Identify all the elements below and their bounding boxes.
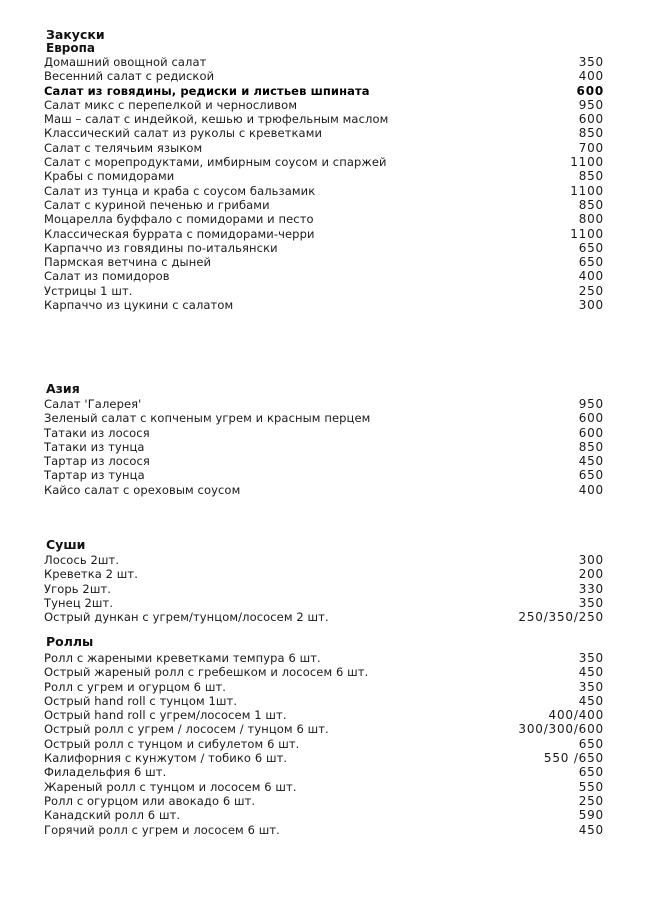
menu-item [44, 241, 604, 255]
menu-item [44, 98, 604, 112]
menu-item-price: 450 [578, 665, 604, 680]
menu-item [44, 765, 604, 779]
menu-item [44, 284, 604, 298]
menu-item-name: Ролл с угрем и огурцом 6 шт. [44, 679, 227, 694]
menu-item-price: 350 [578, 679, 604, 694]
menu-item-price: 350 [578, 651, 604, 665]
menu-item-price: 250 [578, 793, 604, 808]
menu-item-name: Моцарелла буффало с помидорами и песто [44, 212, 314, 227]
menu-item-name: Тартар из лосося [44, 454, 150, 469]
menu-item-price: 400 [578, 69, 604, 84]
menu-item-name: Горячий ролл с угрем и лососем 6 шт. [44, 822, 280, 837]
menu-item-price: 450 [578, 454, 604, 469]
menu-item [44, 680, 604, 694]
menu-item-name: Весенний салат с редиской [44, 69, 215, 84]
menu-item-price: 700 [578, 140, 604, 155]
menu-item-name: Канадский ролл 6 шт. [44, 808, 181, 823]
menu-item-price: 450 [578, 822, 604, 837]
menu-item [44, 198, 604, 212]
menu-item-price: 300 [578, 298, 604, 313]
menu-item-price: 300 [578, 553, 604, 567]
menu-item-price: 850 [578, 126, 604, 141]
menu-item-name: Салат микс с перепелкой и черносливом [44, 97, 298, 112]
menu-item-name: Острый hand roll с угрем/лососем 1 шт. [44, 708, 287, 723]
menu-item-name: Ролл с жареными креветками темпура 6 шт. [44, 651, 321, 665]
menu-item-price: 850 [578, 439, 604, 454]
category-title: Закуски [46, 27, 105, 42]
menu-item-name: Острый ролл с угрем / лососем / тунцом 6 шт. [44, 722, 329, 737]
menu-item [44, 227, 604, 241]
menu-item-price: 650 [578, 468, 604, 483]
menu-item-name: Салат из помидоров [44, 269, 170, 284]
menu-item-name: Лосось 2шт. [44, 553, 120, 567]
menu-item [44, 255, 604, 269]
menu-item [44, 69, 604, 83]
menu-list-europe [44, 55, 604, 312]
menu-item [44, 126, 604, 140]
menu-item-price: 600 [578, 411, 604, 426]
menu-item-price: 400 [578, 269, 604, 284]
menu-item [44, 212, 604, 226]
menu-item-name: Татаки из тунца [44, 439, 145, 454]
menu-item-name: Тунец 2шт. [44, 595, 114, 610]
section-title-asia: Азия [46, 381, 80, 396]
menu-item-price: 1100 [570, 226, 604, 241]
menu-item-name: Домашний овощной салат [44, 55, 207, 69]
menu-item [44, 55, 604, 69]
menu-item [44, 823, 604, 837]
menu-item-name: Классический салат из руколы с креветками [44, 126, 323, 141]
menu-item-price: 850 [578, 197, 604, 212]
menu-item [44, 722, 604, 736]
menu-item [44, 610, 604, 624]
menu-item [44, 780, 604, 794]
menu-item-price: 450 [578, 693, 604, 708]
menu-item-price: 250/350/250 [518, 610, 604, 625]
menu-item-price: 350 [578, 595, 604, 610]
menu-item [44, 651, 604, 665]
menu-item [44, 298, 604, 312]
section-title-sushi: Суши [46, 537, 86, 552]
menu-item-name: Угорь 2шт. [44, 581, 112, 596]
menu-item [44, 708, 604, 722]
menu-item-price: 1100 [570, 183, 604, 198]
menu-item [44, 751, 604, 765]
menu-item-price: 850 [578, 169, 604, 184]
menu-item [44, 112, 604, 126]
section-title-europe: Европа [46, 41, 96, 55]
menu-item-price: 1100 [570, 155, 604, 170]
menu-item-price: 550 [578, 779, 604, 794]
menu-item-name: Острый ролл с тунцом и сибулетом 6 шт. [44, 736, 300, 751]
menu-item-price: 250 [578, 283, 604, 298]
menu-item-name: Устрицы 1 шт. [44, 283, 133, 298]
menu-item [44, 411, 604, 425]
menu-item-price: 300/300/600 [518, 722, 604, 737]
menu-item-price: 950 [578, 397, 604, 411]
menu-item-name: Маш – салат с индейкой, кешью и трюфельным маслом [44, 112, 389, 127]
menu-item [44, 553, 604, 567]
menu-item [44, 665, 604, 679]
menu-item [44, 141, 604, 155]
menu-item-name: Крабы с помидорами [44, 169, 175, 184]
menu-item-name: Классическая буррата с помидорами-черри [44, 226, 315, 241]
section-title-rolls: Роллы [46, 634, 94, 649]
menu-item-price: 600 [578, 112, 604, 127]
menu-item-name: Салат 'Галерея' [44, 397, 142, 411]
menu-item-name: Салат с морепродуктами, имбирным соусом и спаржей [44, 155, 387, 170]
menu-item [44, 184, 604, 198]
menu-item-price: 590 [578, 808, 604, 823]
menu-item-price: 400 [578, 482, 604, 497]
menu-item-name: Салат из говядины, редиски и листьев шпината [44, 83, 370, 98]
menu-item-name: Кайсо салат с ореховым соусом [44, 482, 241, 497]
menu-list-rolls [44, 651, 604, 837]
menu-item [44, 808, 604, 822]
menu-item-price: 330 [578, 581, 604, 596]
menu-item-name: Ролл с огурцом или авокадо 6 шт. [44, 793, 256, 808]
menu-item [44, 454, 604, 468]
menu-item-name: Жареный ролл с тунцом и лососем 6 шт. [44, 779, 297, 794]
menu-item-price: 800 [578, 212, 604, 227]
menu-item-name: Острый дункан с угрем/тунцом/лососем 2 шт. [44, 610, 329, 625]
menu-item [44, 694, 604, 708]
menu-item-name: Калифорния с кунжутом / тобико 6 шт. [44, 751, 288, 766]
menu-item-price: 550 /650 [543, 751, 604, 766]
menu-item [44, 582, 604, 596]
menu-item-price: 400/400 [548, 708, 604, 723]
menu-item [44, 397, 604, 411]
menu-list-asia [44, 397, 604, 497]
menu-item-name: Тартар из тунца [44, 468, 145, 483]
menu-item-name: Зеленый салат с копченым угрем и красным перцем [44, 411, 371, 426]
menu-item-price: 600 [578, 425, 604, 440]
menu-item-name: Острый жареный ролл с гребешком и лососем 6 шт. [44, 665, 369, 680]
menu-item-price: 650 [578, 736, 604, 751]
menu-item-name: Салат из тунца и краба с соусом бальзамик [44, 183, 316, 198]
menu-item [44, 596, 604, 610]
menu-item-name: Филадельфия 6 шт. [44, 765, 167, 780]
menu-item-price: 950 [578, 97, 604, 112]
menu-item [44, 155, 604, 169]
menu-item-name: Пармская ветчина с дыней [44, 255, 212, 270]
menu-item-name: Салат с телячьим языком [44, 140, 203, 155]
menu-item [44, 440, 604, 454]
menu-item-name: Татаки из лосося [44, 425, 150, 440]
menu-item-price: 200 [578, 567, 604, 582]
menu-item-name: Острый hand roll с тунцом 1шт. [44, 693, 238, 708]
menu-item [44, 468, 604, 482]
menu-item-price: 650 [578, 765, 604, 780]
menu-item [44, 794, 604, 808]
menu-item [44, 483, 604, 497]
menu-item-price: 350 [578, 55, 604, 69]
menu-item-price: 600 [576, 83, 604, 98]
menu-item-price: 650 [578, 255, 604, 270]
menu-item [44, 84, 604, 98]
menu-item [44, 426, 604, 440]
menu-item-name: Креветка 2 шт. [44, 567, 138, 582]
menu-item [44, 737, 604, 751]
menu-item [44, 567, 604, 581]
menu-item-name: Карпаччо из говядины по-итальянски [44, 240, 278, 255]
menu-item-name: Салат с куриной печенью и грибами [44, 197, 270, 212]
menu-item [44, 169, 604, 183]
menu-item-name: Карпаччо из цукини с салатом [44, 298, 234, 313]
menu-list-sushi [44, 553, 604, 624]
menu-item [44, 269, 604, 283]
menu-item-price: 650 [578, 240, 604, 255]
